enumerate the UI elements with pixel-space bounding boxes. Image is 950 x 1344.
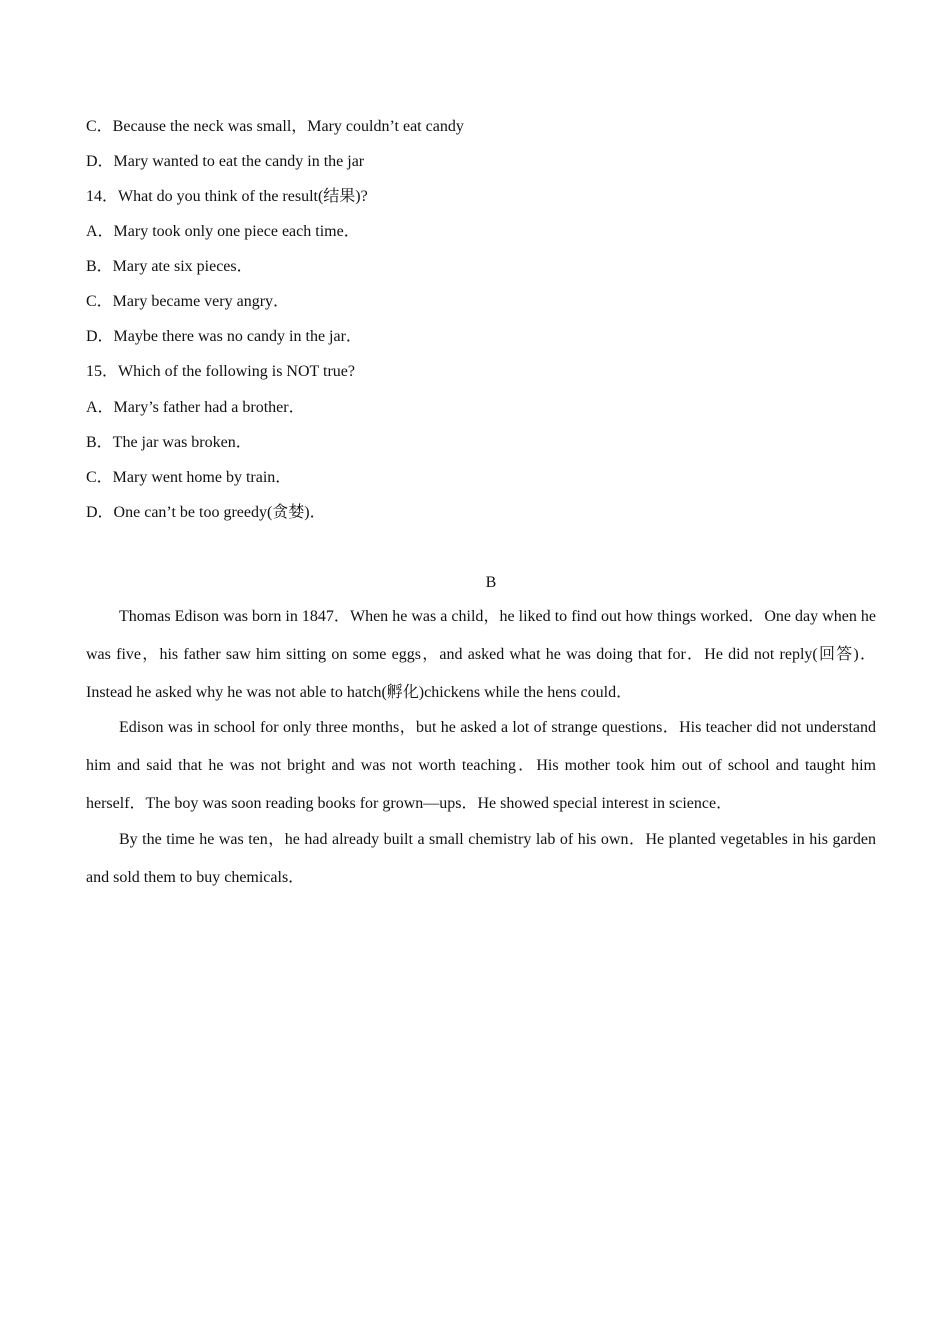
q15-option-b: B．The jar was broken． bbox=[86, 434, 252, 451]
q15-option-d: D．One can’t be too greedy(贪婪)． bbox=[86, 504, 326, 521]
q13-option-c: C．Because the neck was small，Mary couldn’t eat candy bbox=[86, 118, 464, 135]
q14-option-d: D．Maybe there was no candy in the jar． bbox=[86, 328, 362, 345]
q14-option-a: A．Mary took only one piece each time． bbox=[86, 223, 360, 240]
q14-option-c: C．Mary became very angry． bbox=[86, 293, 290, 310]
q15-option-a: A．Mary’s father had a brother． bbox=[86, 399, 305, 416]
section-heading: B bbox=[485, 574, 497, 591]
q13-option-d: D．Mary wanted to eat the candy in the jar bbox=[86, 153, 365, 170]
q15-option-c: C．Mary went home by train． bbox=[86, 469, 292, 486]
q14-question: 14．What do you think of the result(结果)? bbox=[86, 188, 368, 205]
q14-option-b: B．Mary ate six pieces． bbox=[86, 258, 253, 275]
q15-question: 15．Which of the following is NOT true? bbox=[86, 363, 355, 380]
passage-paragraph-2: Edison was in school for only three months，but he asked a lot of strange questions．His teacher did not understand him and said that he was not bright and was not worth teaching．His mother took him out of school and taught him herself．The boy was soon reading books for grown—ups．He showed special interest in science． bbox=[86, 719, 876, 812]
passage-paragraph-1: Thomas Edison was born in 1847．When he was a child，he liked to find out how things worked．One day when he was five，his father saw him sitting on some eggs，and asked what he was doing that for．He did not reply(回答)．Instead he asked why he was not able to hatch(孵化)chickens while the hens could． bbox=[86, 608, 876, 701]
passage-paragraph-3: By the time he was ten，he had already built a small chemistry lab of his own．He planted vegetables in his garden and sold them to buy chemicals． bbox=[86, 831, 876, 886]
